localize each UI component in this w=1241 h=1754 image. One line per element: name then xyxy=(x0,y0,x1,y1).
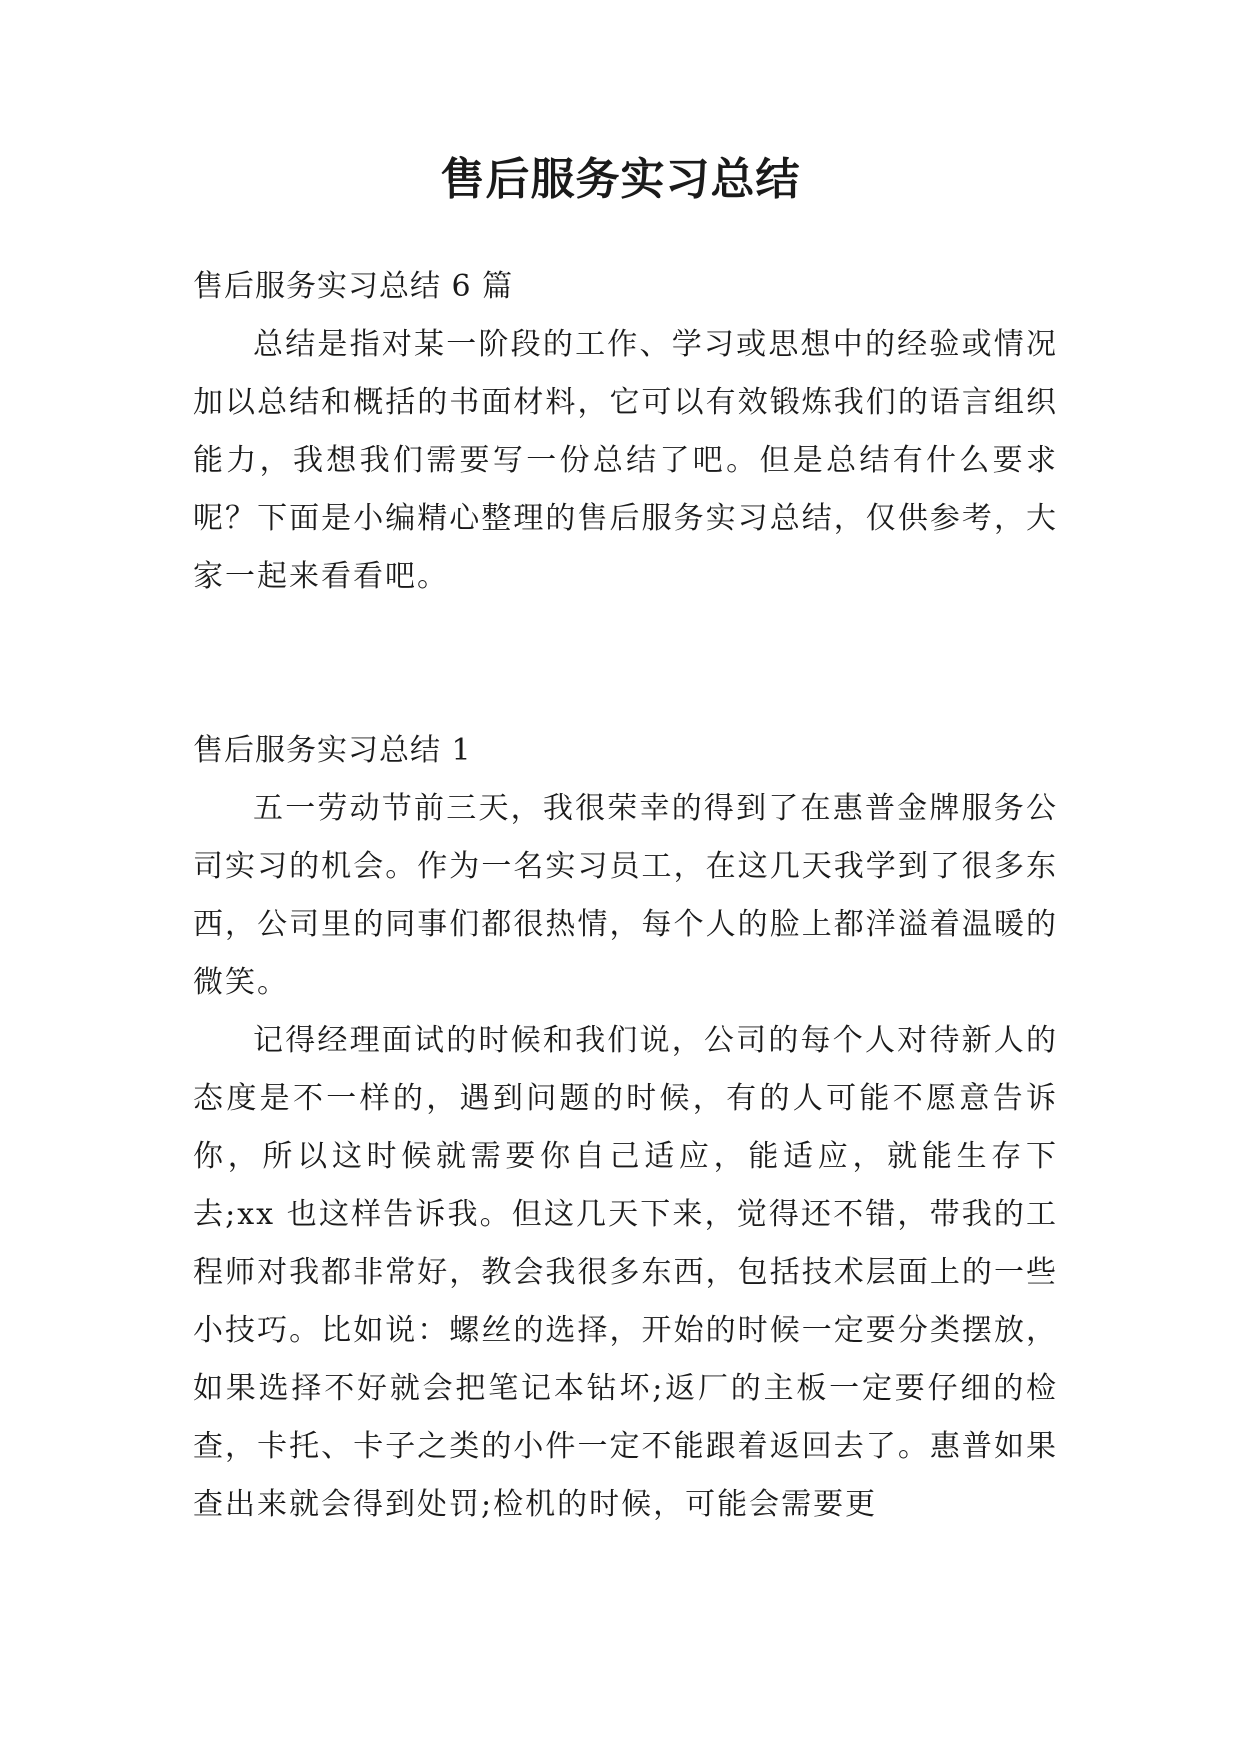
section-paragraph-2: 记得经理面试的时候和我们说，公司的每个人对待新人的态度是不一样的，遇到问题的时候，有的人可能不愿意告诉你，所以这时候就需要你自己适应，能适应，就能生存下去;xx 也这样告诉我。但这几天下来，觉得还不错，带我的工程师对我都非常好，教会我很多东西，包括技术层面上的一些小技巧。比如说：螺丝的选择，开始的时候一定要分类摆放，如果选择不好就会把笔记本钻坏;返厂的主板一定要仔细的检查，卡托、卡子之类的小件一定不能跟着返回去了。惠普如果查出来就会得到处罚;检机的时候，可能会需要更 xyxy=(193,1023,1058,1522)
section-spacer xyxy=(193,606,1058,722)
document-body xyxy=(193,258,1058,1534)
document-title: 售后服务实习总结 xyxy=(440,154,801,205)
intro-paragraph: 总结是指对某一阶段的工作、学习或思想中的经验或情况加以总结和概括的书面材料，它可以有效锻炼我们的语言组织能力，我想我们需要写一份总结了吧。但是总结有什么要求呢？下面是小编精心整理的售后服务实习总结，仅供参考，大家一起来看看吧。 xyxy=(193,327,1058,594)
section-heading: 售后服务实习总结 1 xyxy=(193,733,472,768)
document-subtitle: 售后服务实习总结 6 篇 xyxy=(193,269,514,304)
section-paragraph-1: 五一劳动节前三天，我很荣幸的得到了在惠普金牌服务公司实习的机会。作为一名实习员工，在这几天我学到了很多东西，公司里的同事们都很热情，每个人的脸上都洋溢着温暖的微笑。 xyxy=(193,791,1058,1000)
